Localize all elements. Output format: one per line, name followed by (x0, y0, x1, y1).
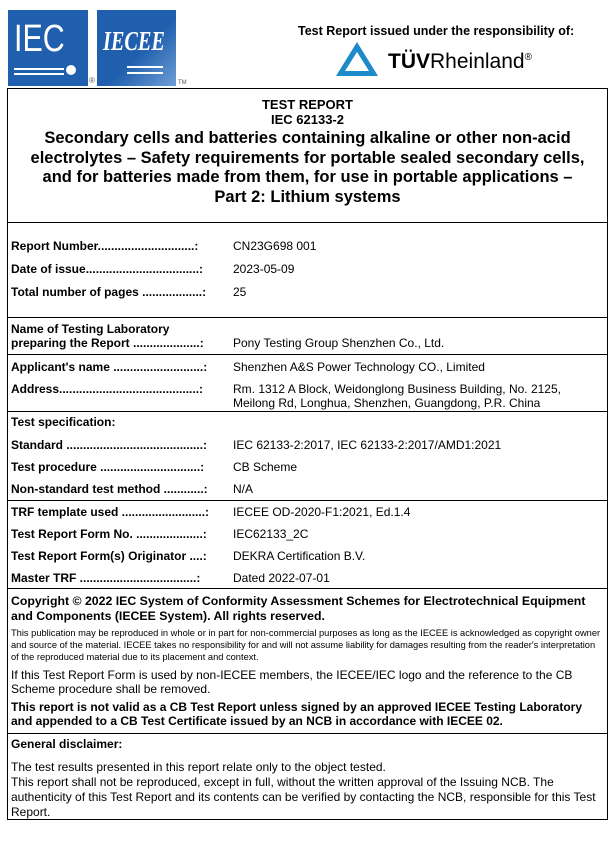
address-value-2: Meilong Rd, Longhua, Shenzhen, Guangdong, P.R. China (233, 396, 541, 410)
subtitle-line: and for batteries made from them, for use in portable applications – (42, 168, 573, 186)
subtitle-line: Part 2: Lithium systems (214, 187, 401, 206)
subtitle-line: electrolytes – Safety requirements for portable sealed secondary cells, (30, 148, 585, 167)
non-standard-label: Non-standard test method ............: (11, 482, 208, 496)
divider (7, 588, 608, 589)
trf-template-value: IECEE OD-2020-F1:2021, Ed.1.4 (233, 505, 411, 519)
divider (7, 411, 608, 412)
address-label: Address..........................................: (11, 382, 204, 396)
applicant-value: Shenzhen A&S Power Technology CO., Limited (233, 360, 485, 374)
trf-form-no-label: Test Report Form No. ....................: (11, 527, 207, 541)
disclaimer-text: The test results presented in this report relate only to the object tested. (11, 760, 386, 774)
standard-value: IEC 62133-2:2017, IEC 62133-2:2017/AMD1:2021 (233, 438, 502, 452)
registered-mark: ® (89, 76, 95, 85)
divider (7, 733, 608, 734)
address-value: Rm. 1312 A Block, Weidonglong Business Building, No. 2125, (233, 382, 561, 396)
tuv-rest: Rheinland (430, 50, 525, 73)
disclaimer-heading: General disclaimer: (11, 737, 123, 751)
iecee-logo-text: IECEE (103, 26, 165, 56)
master-trf-value: Dated 2022-07-01 (233, 571, 330, 585)
applicant-label: Applicant's name ...........................: (11, 360, 208, 374)
standard-label: Standard .........................................: (11, 438, 208, 452)
trf-template-label: TRF template used .........................: (11, 505, 210, 519)
trf-originator-label: Test Report Form(s) Originator ....: (11, 549, 207, 563)
tuv-rheinland-logo (388, 50, 532, 74)
trademark-mark: TM (178, 80, 187, 86)
report-title: TEST REPORT (261, 97, 353, 112)
iec-logo-dot (66, 65, 76, 75)
lab-value: Pony Testing Group Shenzhen Co., Ltd. (233, 336, 445, 350)
lab-label-2: preparing the Report ....................: (11, 336, 204, 350)
divider (7, 500, 608, 501)
lab-label: Name of Testing Laboratory (11, 322, 170, 336)
divider (7, 317, 608, 318)
non-member-notice: If this Test Report Form is used by non-IECEE members, the IECEE/IEC logo and the reference to the CB Scheme procedure shall be removed. (11, 668, 573, 696)
validity-notice: This report is not valid as a CB Test Report unless signed by an approved IECEE Testing Laboratory and appended to a CB Test Certificate issued by an NCB in accordance with IECEE 02. (11, 700, 583, 728)
iecee-logo (97, 10, 176, 86)
copyright-notice: This publication may be reproduced in whole or in part for non-commercial purposes as long as the IECEE is acknowledged as copyright owner and source of the material. IECEE takes no responsibility for and will not assume liability for damages resulting from the reader's interpretation of the reproduced material due to its placement and context. (11, 628, 601, 662)
trf-form-no-value: IEC62133_2C (233, 527, 309, 541)
non-standard-value: N/A (233, 482, 254, 496)
iec-logo-lines (14, 68, 64, 75)
trf-originator-value: DEKRA Certification B.V. (233, 549, 366, 563)
responsibility-text: Test Report issued under the responsibility of: (298, 24, 575, 38)
iec-logo-text: IEC (14, 18, 65, 60)
test-procedure-value: CB Scheme (233, 460, 298, 474)
master-trf-label: Master TRF ...................................: (11, 571, 201, 585)
report-number-label: Report Number.............................: (11, 239, 199, 253)
iec-logo (8, 10, 88, 86)
test-procedure-label: Test procedure ..............................: (11, 460, 205, 474)
report-standard: IEC 62133-2 (271, 112, 344, 127)
total-pages-value: 25 (233, 285, 247, 299)
report-subtitle (7, 129, 608, 207)
copyright-heading: Copyright © 2022 IEC System of Conformity Assessment Schemes for Electrotechnical Equipment and Components (IECEE System). All rights reserved. (11, 594, 586, 623)
tuv-registered: ® (524, 52, 532, 63)
tuv-triangle-icon (334, 40, 380, 78)
total-pages-label: Total number of pages ..................: (11, 285, 207, 299)
divider (7, 354, 608, 355)
iecee-logo-lines (127, 66, 163, 74)
tuv-bold: TÜV (388, 50, 430, 73)
disclaimer-text-2: This report shall not be reproduced, except in full, without the written approval of the Issuing NCB. The authenticity of this Test Report and its contents can be verified by contacting the NCB, responsible for this Test Report. (11, 775, 596, 819)
divider (7, 222, 608, 223)
test-spec-heading: Test specification: (11, 415, 116, 429)
date-of-issue-value: 2023-05-09 (233, 262, 295, 276)
date-of-issue-label: Date of issue..................................: (11, 262, 204, 276)
report-number-value: CN23G698 001 (233, 239, 317, 253)
subtitle-line: Secondary cells and batteries containing alkaline or other non-acid (44, 129, 571, 147)
